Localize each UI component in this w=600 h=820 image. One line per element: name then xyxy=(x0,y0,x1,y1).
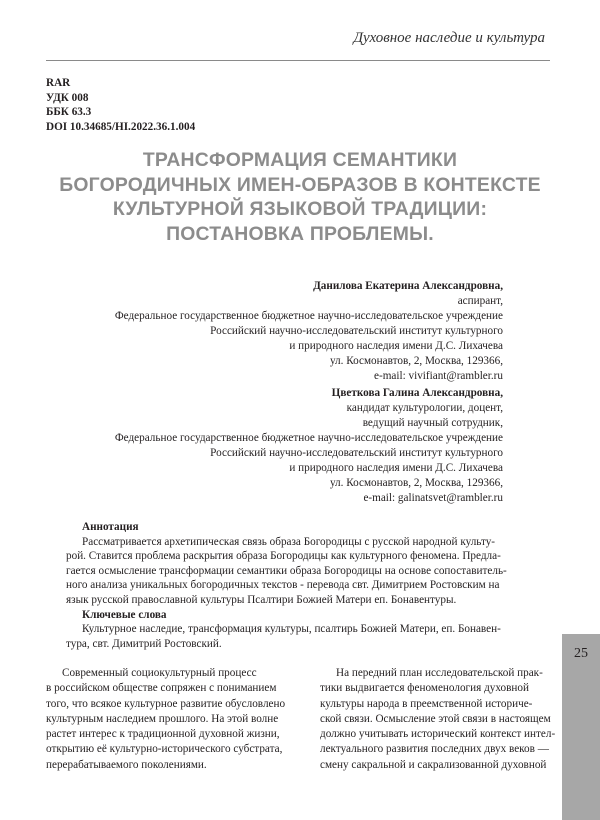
author-name: Цветкова Галина Александровна, xyxy=(331,387,503,399)
body-column-left xyxy=(46,666,296,773)
author-affiliation: Федеральное государственное бюджетное научно-исследовательское учреждение xyxy=(114,432,503,444)
keywords-heading: Ключевые слова xyxy=(82,608,167,621)
body-line: того, что всякое культурное развитие обусловлено xyxy=(46,697,286,710)
meta-bbk: ББК 63.3 xyxy=(46,106,92,118)
author-position: кандидат культурологии, доцент, xyxy=(346,402,503,414)
header-rule xyxy=(46,60,550,61)
abstract-line: ного анализа уникальных богородичных текстов - перевода свт. Димитрием Ростовским на xyxy=(66,579,500,592)
author-email: e-mail: vivifiant@rambler.ru xyxy=(374,370,503,382)
article-metadata xyxy=(46,76,195,134)
body-line: лектуального развития последних двух веков — xyxy=(320,743,549,756)
meta-rar: RAR xyxy=(46,77,71,89)
author-position: аспирант, xyxy=(457,295,503,307)
body-column-right xyxy=(320,666,556,773)
author-position: ведущий научный сотрудник, xyxy=(362,417,503,429)
author-email: e-mail: galinatsvet@rambler.ru xyxy=(363,492,503,504)
body-line: На передний план исследовательской прак- xyxy=(336,667,543,679)
keywords-line: тура, свт. Димитрий Ростовский. xyxy=(66,637,222,650)
author-affiliation: и природного наследия имени Д.С. Лихачева xyxy=(289,462,503,474)
author-address: ул. Космонавтов, 2, Москва, 129366, xyxy=(329,477,503,489)
title-line: КУЛЬТУРНОЙ ЯЗЫКОВОЙ ТРАДИЦИИ: xyxy=(112,198,488,220)
body-line: смену сакральной и сакрализованной духовной xyxy=(320,758,547,771)
author-affiliation: и природного наследия имени Д.С. Лихачева xyxy=(289,340,503,352)
abstract-section xyxy=(66,520,507,651)
meta-udk: УДК 008 xyxy=(46,91,89,104)
body-line: должно учитывать исторический контекст интел- xyxy=(320,728,556,741)
body-line: открытию её культурно-исторического субстрата, xyxy=(46,743,283,756)
title-line: ПОСТАНОВКА ПРОБЛЕМЫ. xyxy=(166,222,434,245)
author-block xyxy=(115,386,503,506)
author-address: ул. Космонавтов, 2, Москва, 129366, xyxy=(329,355,503,367)
meta-doi: DOI 10.34685/HI.2022.36.1.004 xyxy=(46,120,196,133)
abstract-line: гается осмысление трансформации семантики образа Богородицы на основе сопоставитель- xyxy=(66,564,507,577)
keywords-line: Культурное наследие, трансформация культуры, псалтирь Божией Матери, еп. Бонавен- xyxy=(82,623,501,636)
author-affiliation: Российский научно-исследовательский институт культурного xyxy=(210,447,503,459)
body-line: перерабатываемого поколениями. xyxy=(46,758,207,771)
abstract-line: рой. Ставится проблема раскрытия образа Богородицы как культурного феномена. Предла- xyxy=(66,550,501,563)
body-line: культурным наследием прошлого. На этой волне xyxy=(46,712,279,725)
author-affiliation: Российский научно-исследовательский институт культурного xyxy=(210,325,503,337)
body-line: Современный социокультурный процесс xyxy=(62,667,257,679)
abstract-heading: Аннотация xyxy=(82,521,139,533)
author-affiliation: Федеральное государственное бюджетное научно-исследовательское учреждение xyxy=(114,310,503,322)
article-title xyxy=(40,148,560,246)
journal-header: Духовное наследие и культура xyxy=(353,30,545,46)
abstract-line: Рассматривается архетипическая связь образа Богородицы с русской народной культу- xyxy=(82,535,496,548)
abstract-line: язык русской православной культуры Псалтири Божией Матери еп. Бонавентуры. xyxy=(66,593,457,606)
body-line: тики выдвигается феноменология духовной xyxy=(320,682,529,695)
body-line: ской связи. Осмысление этой связи в настоящем xyxy=(320,712,551,725)
title-line: БОГОРОДИЧНЫХ ИМЕН-ОБРАЗОВ В КОНТЕКСТЕ xyxy=(59,173,541,196)
author-block xyxy=(115,279,503,384)
body-line: в российском обществе сопряжен с пониманием xyxy=(46,682,277,695)
body-line: растет интерес к традиционной духовной жизни, xyxy=(46,728,280,741)
author-name: Данилова Екатерина Александровна, xyxy=(313,280,503,292)
body-line: культуры народа в преемственной историче- xyxy=(320,697,533,710)
page-number: 25 xyxy=(574,646,588,661)
title-line: ТРАНСФОРМАЦИЯ СЕМАНТИКИ xyxy=(142,149,458,171)
